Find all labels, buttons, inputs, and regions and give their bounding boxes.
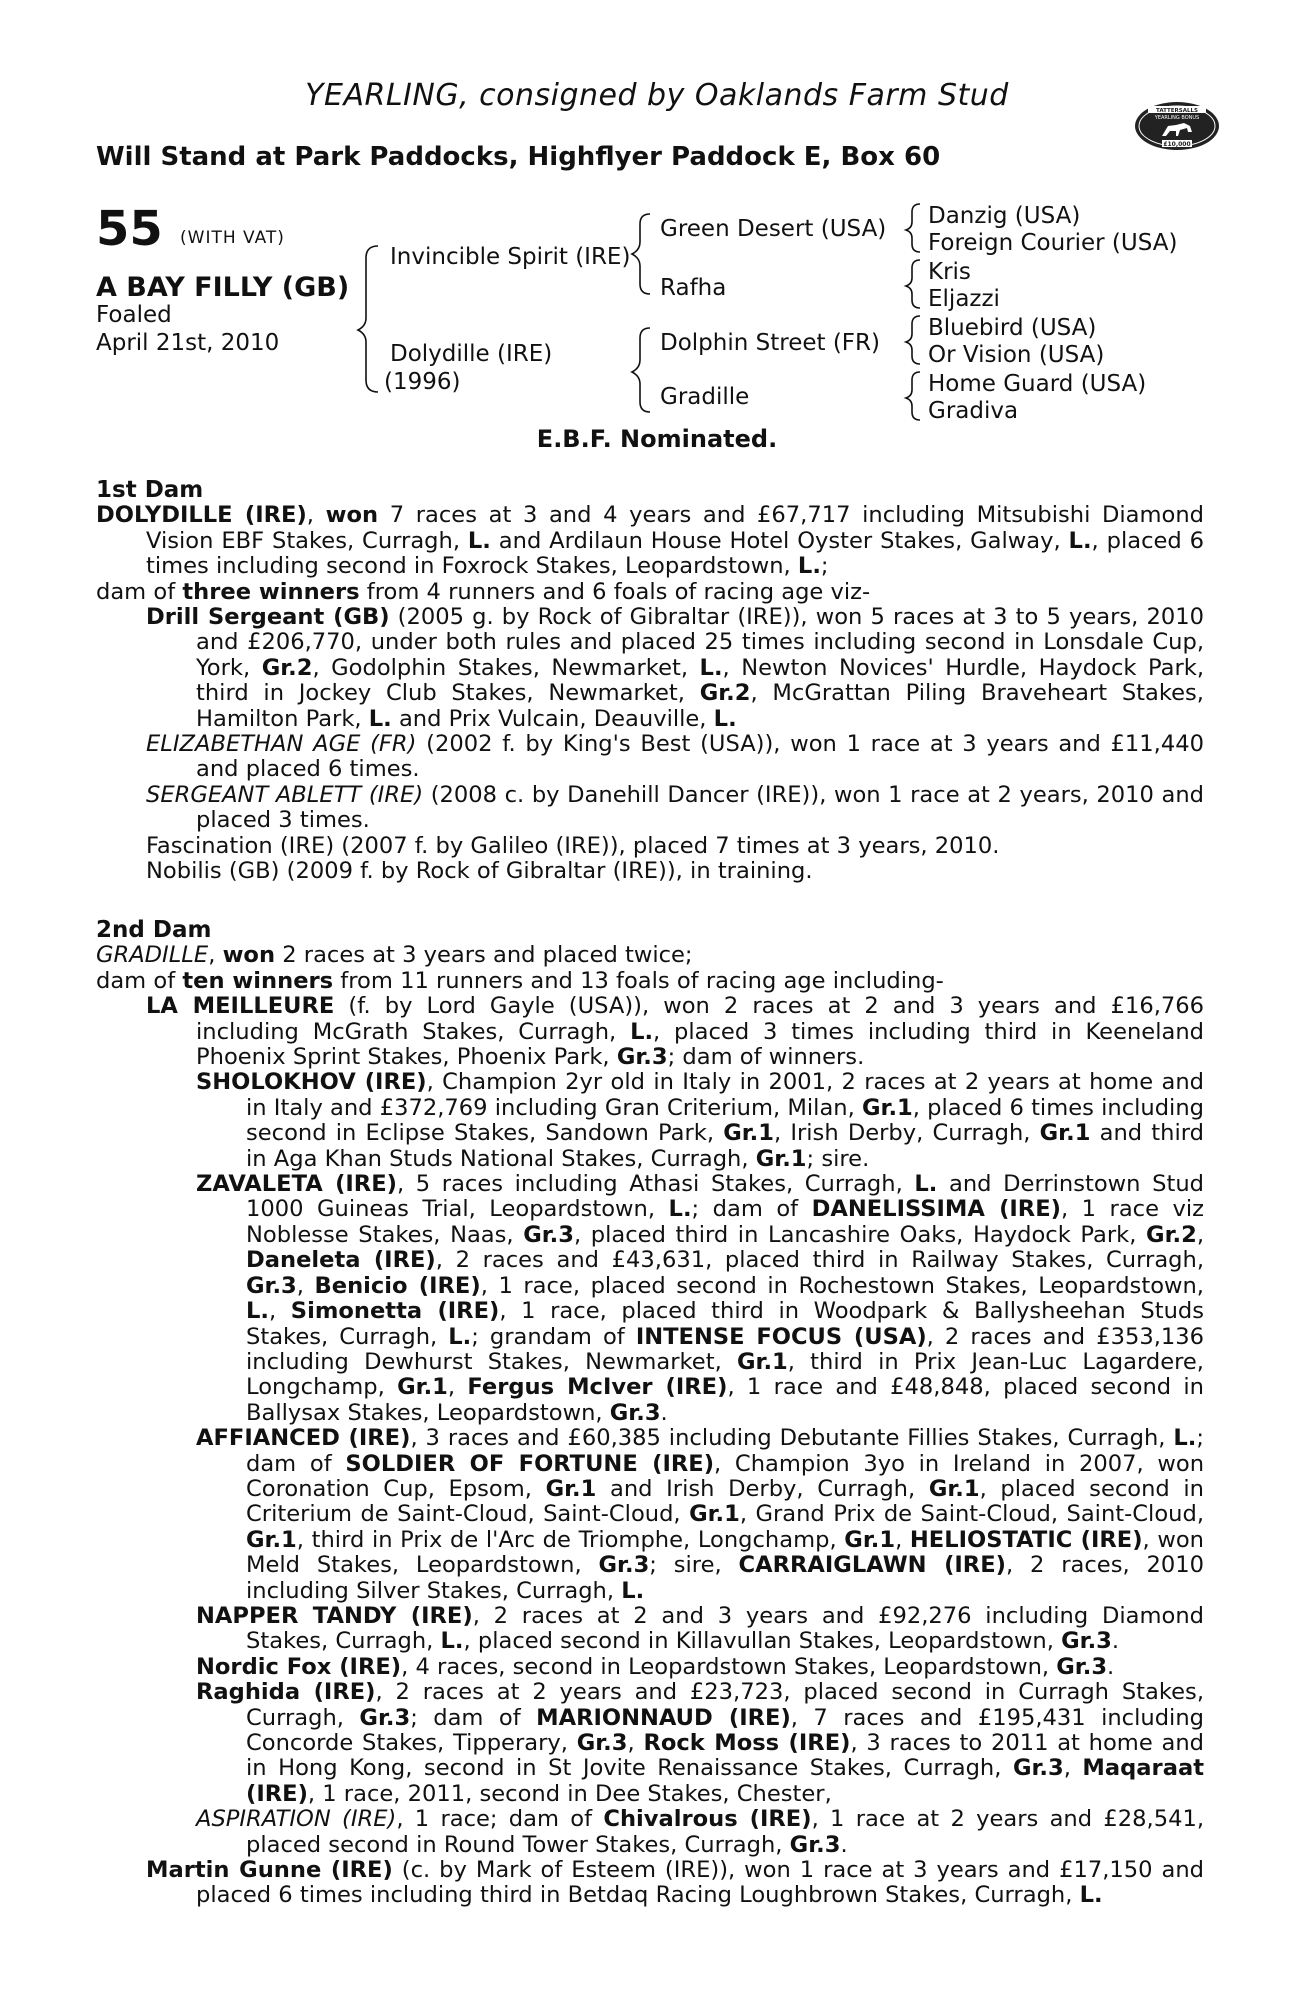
first-dam-section	[96, 478, 1204, 885]
badge-mid-text: YEARLING BONUS	[1154, 115, 1200, 121]
pedigree-g6: Or Vision (USA)	[928, 342, 1105, 368]
pedigree-g1: Danzig (USA)	[928, 203, 1081, 229]
first-dam-produce-item: Nobilis (GB) (2009 f. by Rock of Gibraltar (IRE)), in training.	[146, 858, 813, 885]
first-dam-produce-item: ELIZABETHAN AGE (FR) (2002 f. by King's Best (USA)), won 1 race at 3 years and £11,440 and placed 6 times.	[146, 731, 1204, 783]
pedigree-dam-dam: Gradille	[660, 384, 750, 410]
pedigree-sire-sire: Green Desert (USA)	[660, 216, 887, 242]
pedigree-g5: Bluebird (USA)	[928, 315, 1097, 341]
second-dam-section	[96, 918, 1204, 1909]
lot-title: A BAY FILLY (GB)	[96, 272, 350, 303]
first-dam-produce-item: Fascination (IRE) (2007 f. by Galileo (IRE)), placed 7 times at 3 years, 2010.	[146, 832, 1000, 859]
pedigree-dam: Dolydille (IRE)	[390, 341, 553, 367]
first-dam-heading: 1st Dam	[96, 477, 204, 503]
pedigree-sire: Invincible Spirit (IRE)	[390, 244, 631, 270]
lot-number: 55	[96, 201, 163, 257]
badge-top-text: TATTERSALLS	[1156, 108, 1198, 114]
second-dam-grandproduce-item: AFFIANCED (IRE), 3 races and £60,385 including Debutante Fillies Stakes, Curragh, L.; dam of SOLDIER OF FORTUNE (IRE), Champion 3yo in Ireland in 2007, won Coronation Cup, Epsom, Gr.1 and Irish Derby, Curragh, Gr.1, placed second in Criterium de Saint-Cloud, Saint-Cloud, Gr.1, Grand Prix de Saint-Cloud, Saint-Cloud, Gr.1, third in Prix de l'Arc de Triomphe, Longchamp, Gr.1, HELIOSTATIC (IRE), won Meld Stakes, Leopardstown, Gr.3; sire, CARRAIGLAWN (IRE), 2 races, 2010 including Silver Stakes, Curragh, L.	[196, 1425, 1205, 1604]
second-dam-grandproduce-item: ASPIRATION (IRE), 1 race; dam of Chivalrous (IRE), 1 race at 2 years and £28,541, placed second in Round Tower Stakes, Curragh, Gr.3.	[196, 1806, 1204, 1858]
pedigree-g3: Kris	[928, 259, 971, 285]
second-dam-record: GRADILLE, won 2 races at 3 years and placed twice;	[96, 942, 693, 969]
pedigree-sire-dam: Rafha	[660, 275, 727, 301]
second-dam-produce-summary: dam of ten winners from 11 runners and 13 foals of racing age including-	[96, 967, 944, 994]
second-dam-grandproduce-item: Raghida (IRE), 2 races at 2 years and £23,723, placed second in Curragh Stakes, Curragh, Gr.3; dam of MARIONNAUD (IRE), 7 races and £195,431 including Concorde Stakes, Tipperary, Gr.3, Rock Moss (IRE), 3 races to 2011 at home and in Hong Kong, second in St Jovite Renaissance Stakes, Curragh, Gr.3, Maqaraat (IRE), 1 race, 2011, second in Dee Stakes, Chester,	[196, 1679, 1204, 1807]
first-dam-produce-summary: dam of three winners from 4 runners and 6 foals of racing age viz-	[96, 578, 871, 605]
second-dam-grandproduce-item: NAPPER TANDY (IRE), 2 races at 2 and 3 years and £92,276 including Diamond Stakes, Curragh, L., placed second in Killavullan Stakes, Leopardstown, Gr.3.	[196, 1602, 1204, 1655]
consignment-line: YEARLING, consigned by Oaklands Farm Stud	[305, 78, 1009, 113]
pedigree-g2: Foreign Courier (USA)	[928, 230, 1178, 256]
stand-location: Will Stand at Park Paddocks, Highflyer Paddock E, Box 60	[96, 142, 941, 172]
second-dam-grandproduce-item: Nordic Fox (IRE), 4 races, second in Leopardstown Stakes, Leopardstown, Gr.3.	[196, 1653, 1115, 1680]
first-dam-produce-item: SERGEANT ABLETT (IRE) (2008 c. by Danehill Dancer (IRE)), won 1 race at 2 years, 2010 and placed 3 times.	[146, 781, 1204, 834]
foaled-date: April 21st, 2010	[96, 330, 280, 356]
vat-label: (WITH VAT)	[180, 228, 285, 248]
badge-amount-text: £10,000	[1163, 141, 1191, 148]
pedigree-g8: Gradiva	[928, 398, 1019, 424]
second-dam-grandproduce-item: ZAVALETA (IRE), 5 races including Athasi Stakes, Curragh, L. and Derrinstown Stud 1000 Guineas Trial, Leopardstown, L.; dam of DANELISSIMA (IRE), 1 race viz Noblesse Stakes, Naas, Gr.3, placed third in Lancashire Oaks, Haydock Park, Gr.2, Daneleta (IRE), 2 races and £43,631, placed third in Railway Stakes, Curragh, Gr.3, Benicio (IRE), 1 race, placed second in Rochestown Stakes, Leopardstown, L., Simonetta (IRE), 1 race, placed third in Woodpark & Ballysheehan Studs Stakes, Curragh, L.; grandam of INTENSE FOCUS (USA), 2 races and £353,136 including Dewhurst Stakes, Newmarket, Gr.1, third in Prix Jean-Luc Lagardere, Longchamp, Gr.1, Fergus McIver (IRE), 1 race and £48,848, placed second in Ballysax Stakes, Leopardstown, Gr.3.	[196, 1171, 1205, 1426]
second-dam-produce-item: Martin Gunne (IRE) (c. by Mark of Esteem (IRE)), won 1 race at 3 years and £17,150 and placed 6 times including third in Betdaq Racing Loughbrown Stakes, Curragh, L.	[146, 1857, 1204, 1909]
second-dam-heading: 2nd Dam	[96, 917, 212, 943]
second-dam-grandproduce-item: SHOLOKHOV (IRE), Champion 2yr old in Italy in 2001, 2 races at 2 years at home and in Italy and £372,769 including Gran Criterium, Milan, Gr.1, placed 6 times including second in Eclipse Stakes, Sandown Park, Gr.1, Irish Derby, Curragh, Gr.1 and third in Aga Khan Studs National Stakes, Curragh, Gr.1; sire.	[196, 1069, 1204, 1172]
foaled-label: Foaled	[96, 302, 172, 328]
pedigree-dam-year: (1996)	[384, 369, 461, 395]
pedigree-g7: Home Guard (USA)	[928, 371, 1147, 397]
second-dam-produce-item: LA MEILLEURE (f. by Lord Gayle (USA)), won 2 races at 2 and 3 years and £16,766 including McGrath Stakes, Curragh, L., placed 3 times including third in Keeneland Phoenix Sprint Stakes, Phoenix Park, Gr.3; dam of winners.	[146, 993, 1205, 1071]
first-dam-produce-item: Drill Sergeant (GB) (2005 g. by Rock of Gibraltar (IRE)), won 5 races at 3 to 5 years, 2010 and £206,770, under both rules and placed 25 times including second in Lonsdale Cup, York, Gr.2, Godolphin Stakes, Newmarket, L., Newton Novices' Hurdle, Haydock Park, third in Jockey Club Stakes, Newmarket, Gr.2, McGrattan Piling Braveheart Stakes, Hamilton Park, L. and Prix Vulcain, Deauville, L.	[146, 604, 1204, 732]
first-dam-record: DOLYDILLE (IRE), won 7 races at 3 and 4 years and £67,717 including Mitsubishi Diamond Vision EBF Stakes, Curragh, L. and Ardilaun House Hotel Oyster Stakes, Galway, L., placed 6 times including second in Foxrock Stakes, Leopardstown, L.;	[96, 502, 1204, 580]
ebf-nomination: E.B.F. Nominated.	[536, 425, 778, 453]
pedigree-dam-sire: Dolphin Street (FR)	[660, 330, 880, 356]
pedigree-g4: Eljazzi	[928, 286, 1000, 312]
